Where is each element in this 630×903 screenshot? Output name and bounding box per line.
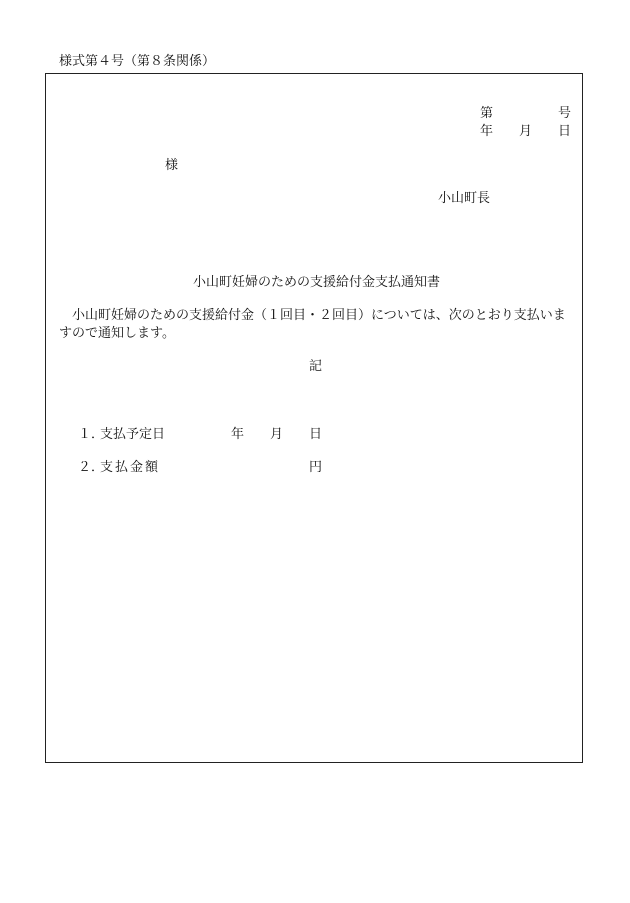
item-1-day: 日 (309, 427, 323, 442)
form-label: 様式第４号（第８条関係） (59, 54, 216, 69)
item-1-number: １． (78, 427, 105, 442)
number-prefix: 第 (480, 106, 494, 121)
sender: 小山町長 (438, 191, 491, 206)
date-month: 月 (519, 124, 533, 139)
document-frame (45, 73, 583, 763)
date-year: 年 (480, 124, 494, 139)
item-1-month: 月 (270, 427, 284, 442)
addressee-suffix: 様 (165, 158, 179, 173)
item-1-year: 年 (231, 427, 245, 442)
document-title: 小山町妊婦のための支援給付金支払通知書 (193, 275, 441, 290)
item-2-unit: 円 (309, 460, 323, 475)
date-day: 日 (558, 124, 572, 139)
item-1-label: 支払予定日 (100, 427, 166, 442)
item-2-label: 支払金額 (100, 460, 161, 475)
number-suffix: 号 (558, 106, 572, 121)
body-text: 小山町妊婦のための支援給付金（１回目・２回目）については、次のとおり支払いますので通知します。 (59, 308, 566, 341)
item-2-number: ２． (78, 460, 105, 475)
ki-heading: 記 (309, 359, 323, 374)
